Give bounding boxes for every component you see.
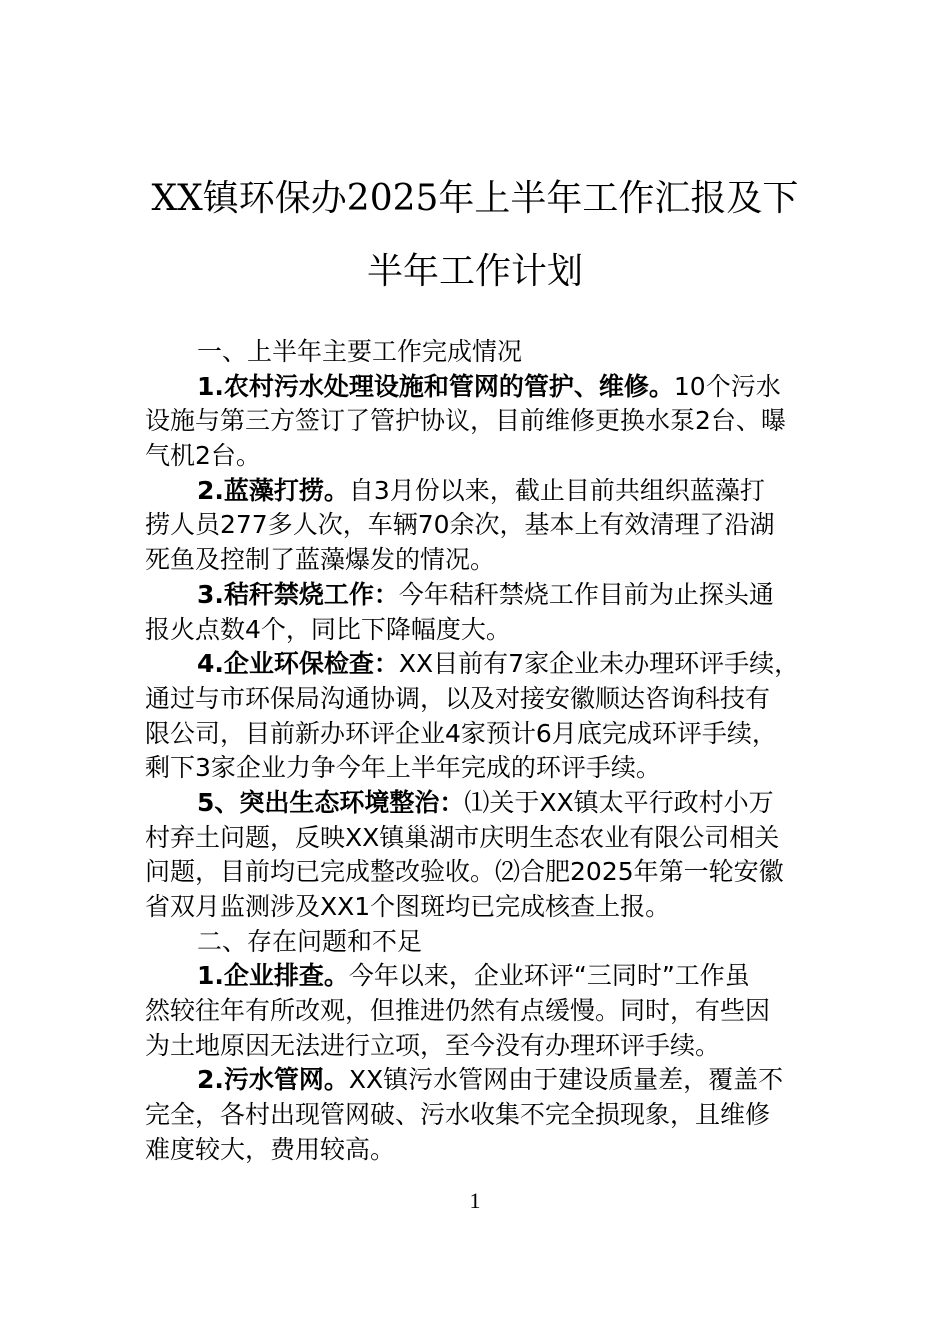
- paragraph: [145, 335, 825, 370]
- paragraph-heading: 1.企业排查。: [197, 961, 349, 991]
- line-text: 死鱼及控制了蓝藻爆发的情况。: [145, 545, 496, 575]
- document-body: [145, 335, 825, 1168]
- line-text: ⑴关于XX镇太平行政村小万: [464, 787, 774, 817]
- text-line: [145, 890, 825, 925]
- text-line: [145, 1098, 825, 1133]
- text-line: [145, 439, 825, 474]
- paragraph: [145, 925, 825, 960]
- line-text: 今年以来，企业环评“三同时”工作虽: [348, 961, 750, 991]
- line-text: 剩下3家企业力争今年上半年完成的环评手续。: [145, 753, 661, 783]
- line-text: 通过与市环保局沟通协调，以及对接安徽顺达咨询科技有: [145, 683, 771, 713]
- paragraph: [145, 959, 825, 1063]
- line-text: 为土地原因无法进行立项，至今没有办理环评手续。: [145, 1030, 721, 1060]
- document-title-line-2: 半年工作计划: [366, 251, 583, 292]
- text-line: [145, 508, 825, 543]
- text-line: [145, 1063, 825, 1098]
- page-number: 1: [469, 1188, 481, 1213]
- paragraph: [145, 474, 825, 578]
- text-line: [145, 404, 825, 439]
- document-title-line-1: XX镇环保办2025年上半年工作汇报及下: [151, 178, 799, 219]
- paragraph: [145, 370, 825, 474]
- paragraph-heading: 4.企业环保检查：: [197, 649, 399, 679]
- line-text: 村弃土问题，反映XX镇巢湖市庆明生态农业有限公司相关: [145, 822, 780, 852]
- line-text: 难度较大，费用较高。: [145, 1134, 396, 1164]
- text-line: [145, 821, 825, 856]
- text-line: [145, 959, 825, 994]
- line-text: 自3月份以来，截止目前共组织蓝藻打: [348, 475, 765, 505]
- text-line: [145, 751, 825, 786]
- line-text: 捞人员277多人次，车辆70余次，基本上有效清理了沿湖: [145, 510, 775, 540]
- line-text: 然较往年有所改观，但推进仍然有点缓慢。同时，有些因: [145, 996, 771, 1026]
- text-line: [145, 335, 825, 370]
- line-text: 问题，目前均已完成整改验收。⑵合肥2025年第一轮安徽: [145, 857, 784, 887]
- text-line: [145, 855, 825, 890]
- text-line: [145, 578, 825, 613]
- text-line: [145, 994, 825, 1029]
- line-text: 10个污水: [673, 371, 781, 401]
- text-line: [145, 1133, 825, 1168]
- text-line: [145, 925, 825, 960]
- paragraph: [145, 786, 825, 925]
- line-text: XX镇污水管网由于建设质量差，覆盖不: [348, 1065, 784, 1095]
- line-text: 设施与第三方签订了管护协议，目前维修更换水泵2台、曝: [145, 406, 786, 436]
- line-text: 省双月监测涉及XX1个图斑均已完成核查上报。: [145, 892, 671, 921]
- line-text: 气机2台。: [145, 441, 261, 471]
- line-text: 二、存在问题和不足: [197, 926, 423, 956]
- paragraph: [145, 1063, 825, 1167]
- text-line: [145, 647, 825, 682]
- line-text: 报火点数4个，同比下降幅度大。: [145, 614, 511, 644]
- paragraph: [145, 647, 825, 786]
- line-text: 一、上半年主要工作完成情况: [197, 337, 523, 366]
- paragraph-heading: 1.农村污水处理设施和管网的管护、维修。: [197, 371, 674, 401]
- text-line: [145, 786, 825, 821]
- paragraph-heading: 2.蓝藻打捞。: [197, 475, 349, 505]
- text-line: [145, 717, 825, 752]
- paragraph: [145, 578, 825, 647]
- text-line: [145, 474, 825, 509]
- line-text: 限公司，目前新办环评企业4家预计6月底完成环评手续，: [145, 718, 777, 748]
- paragraph-heading: 5、突出生态环境整治：: [197, 787, 465, 817]
- text-line: [145, 613, 825, 648]
- line-text: XX目前有7家企业未办理环评手续，: [398, 649, 800, 679]
- text-line: [145, 543, 825, 578]
- text-line: [145, 682, 825, 717]
- line-text: 完全，各村出现管网破、污水收集不完全损现象，且维修: [145, 1100, 771, 1130]
- paragraph-heading: 3.秸秆禁烧工作：: [197, 579, 399, 609]
- line-text: 今年秸秆禁烧工作目前为止探头通: [398, 579, 774, 609]
- paragraph-heading: 2.污水管网。: [197, 1065, 349, 1095]
- text-line: [145, 1029, 825, 1064]
- text-line: [145, 370, 825, 405]
